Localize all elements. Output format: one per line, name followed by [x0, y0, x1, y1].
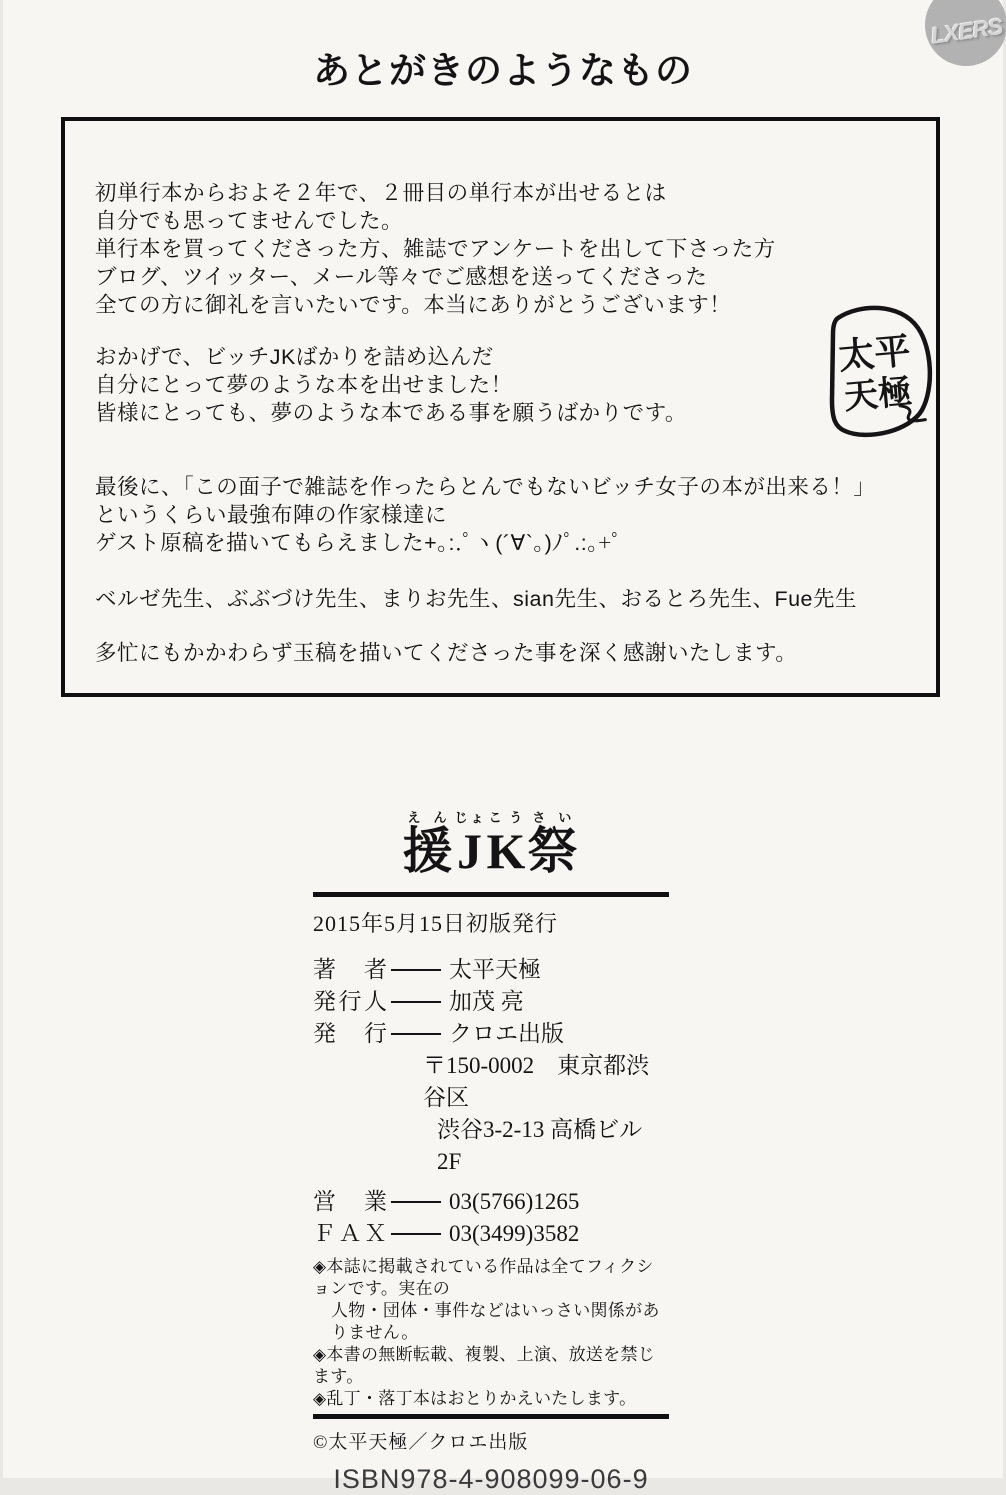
row-value: 03(5766)1265	[449, 1188, 580, 1214]
row-dash	[391, 1233, 441, 1235]
row-label: ＦＡＸ	[313, 1220, 387, 1246]
row-dash	[391, 1001, 441, 1003]
title-char: J	[454, 823, 487, 879]
row-dash	[391, 1201, 441, 1203]
text-line: 単行本を買ってくださった方、雑誌でアンケートを出して下さった方	[95, 237, 776, 261]
publisher-rows	[313, 954, 669, 1050]
isbn-number: ISBN978-4-908099-06-9	[333, 1463, 649, 1494]
text-line: というくらい最強布陣の作家様達に	[95, 503, 448, 527]
colophon-row-sales	[313, 1186, 669, 1218]
text-line: 最後に、「この面子で雑誌を作ったらとんでもないビッチ女子の本が出来る！」	[95, 475, 876, 499]
row-label: 発 行	[313, 1020, 387, 1046]
text-line: 初単行本からおよそ２年で、２冊目の単行本が出せるとは	[95, 181, 667, 205]
book-title	[313, 810, 669, 878]
book-title-char	[402, 810, 455, 879]
signature-text-top: 太平	[836, 329, 913, 377]
legal-notes	[313, 1256, 669, 1410]
colophon-row-issuer	[313, 986, 669, 1018]
colophon-row-publisher	[313, 1018, 669, 1050]
title-furigana: じょ	[454, 810, 487, 825]
title-furigana: えん	[402, 810, 455, 825]
title-char: K	[486, 823, 528, 879]
publication-date: 2015年5月15日初版発行	[313, 910, 559, 936]
divider-rule-bottom	[313, 1414, 669, 1419]
text-line: 自分でも思ってませんでした。	[95, 209, 404, 233]
text-line: 全ての方に御礼を言いたいです。本当にありがとうございます！	[95, 293, 732, 317]
text-line: おかげで、ビッチJKばかりを詰め込んだ	[95, 345, 494, 369]
book-title-char	[527, 810, 580, 879]
colophon-row-fax	[313, 1218, 669, 1250]
closing-thanks-line: 多忙にもかかわらず玉稿を描いてくださった事を深く感謝いたします。	[95, 641, 798, 665]
row-dash	[391, 1033, 441, 1035]
note-line: ◈本誌に掲載されている作品は全てフィクションです。実在の	[313, 1256, 654, 1298]
colophon-row-author	[313, 954, 669, 986]
colophon	[313, 810, 669, 1495]
signature-text-bottom: 天極	[842, 372, 914, 417]
title-char: 祭	[527, 823, 580, 879]
title-furigana: こう	[486, 810, 528, 825]
page-title: あとがきのようなもの	[313, 51, 693, 92]
afterword-paragraph-thanks	[95, 179, 920, 319]
row-value: 03(3499)3582	[449, 1220, 580, 1246]
watermark-label: LXERS	[929, 12, 1005, 49]
scanned-afterword-page	[3, 0, 1005, 1494]
title-char: 援	[402, 823, 455, 879]
afterword-paragraph-guests-intro	[95, 473, 920, 557]
copyright-line: ©太平天極／クロエ出版	[313, 1431, 529, 1453]
row-value: 加茂 亮	[449, 988, 524, 1014]
guest-artists-line: ベルゼ先生、ぶぶづけ先生、まりお先生、sian先生、おるとろ先生、Fue先生	[95, 587, 857, 611]
row-label: 営 業	[313, 1188, 387, 1214]
row-label: 著 者	[313, 956, 387, 982]
author-signature	[807, 300, 941, 444]
title-furigana: さい	[527, 810, 580, 825]
text-line: ブログ、ツイッター、メール等々でご感想を送ってくださった	[95, 265, 708, 289]
book-title-char	[454, 810, 487, 879]
text-line: 自分にとって夢のような本を出せました！	[95, 373, 513, 397]
publisher-address-line2: 渋谷3-2-13 高橋ビル 2F	[437, 1116, 643, 1174]
divider-rule-top	[313, 892, 669, 897]
row-label: 発行人	[313, 988, 387, 1014]
note-line: 人物・団体・事件などはいっさい関係がありません。	[331, 1300, 660, 1342]
signature-drawing	[807, 300, 941, 444]
contact-rows	[313, 1186, 669, 1250]
publisher-address-line1: 〒150-0002 東京都渋谷区	[423, 1052, 650, 1110]
text-line: ゲスト原稿を描いてもらえました+｡:.ﾟヽ(´∀`｡)ﾉﾟ.:｡+ﾟ	[95, 531, 623, 555]
note-line: ◈乱丁・落丁本はおとりかえいたします。	[313, 1388, 637, 1408]
afterword-paragraph-dream	[95, 343, 920, 427]
row-value: クロエ出版	[449, 1020, 564, 1046]
note-line: ◈本書の無断転載、複製、上演、放送を禁じます。	[313, 1344, 656, 1386]
row-dash	[391, 969, 441, 971]
row-value: 太平天極	[449, 956, 541, 982]
text-line: 皆様にとっても、夢のような本である事を願うばかりです。	[95, 401, 687, 425]
book-title-char	[486, 810, 528, 879]
